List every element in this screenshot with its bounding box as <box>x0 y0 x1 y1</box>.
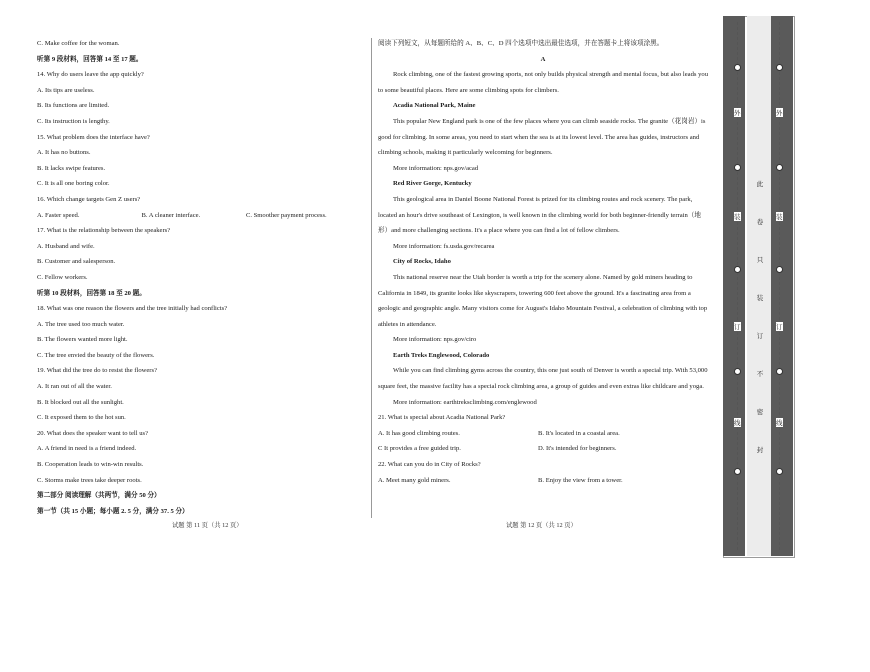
text-line: C. The tree envied the beauty of the flowers. <box>37 351 155 359</box>
text-line: B. Its functions are limited. <box>37 102 110 110</box>
binding-char: 此 <box>756 181 764 188</box>
binding-char: 不 <box>756 371 764 378</box>
text-line: A. It ran out of all the water. <box>37 383 112 391</box>
option-row <box>378 473 708 489</box>
text-line: A. A friend in need is a friend indeed. <box>37 445 137 453</box>
text-line: C. It is all one boring color. <box>37 180 110 188</box>
binding-hole-mark <box>734 368 741 375</box>
binding-char: 只 <box>756 257 764 264</box>
binding-char: 装 <box>734 214 741 221</box>
passage-paragraph: This popular New England park is one of the few places where you can climb seaside rocks. The granite（花岗岩）is good for climbing. In some areas, you need to start when the sea is at its lowest level. The area has guides, instructors and climbing schools, making it particularly welcoming for beginners. <box>378 117 706 157</box>
option-row <box>37 208 362 224</box>
binding-hole-mark <box>776 368 783 375</box>
text-line: 15. What problem does the interface have? <box>37 133 150 141</box>
column-divider <box>371 38 372 518</box>
spot-heading: Earth Treks Englewood, Colorado <box>393 351 490 359</box>
binding-char: 密 <box>756 409 764 416</box>
binding-bar-right <box>771 16 793 556</box>
text-line: A. The tree used too much water. <box>37 320 125 328</box>
option-row <box>378 426 708 442</box>
binding-char: 装 <box>776 214 783 221</box>
text-line: 14. Why do users leave the app quickly? <box>37 71 144 79</box>
text-line: 20. What does the speaker want to tell us? <box>37 429 149 437</box>
binding-char: 卷 <box>756 219 764 226</box>
passage-paragraph: Rock climbing, one of the fastest growing sports, not only builds physical strength and mental focus, but also leads you to some beautiful places. Here are some climbing spots for climbers. <box>378 71 708 94</box>
answer-option: B. Enjoy the view from a tower. <box>538 476 623 484</box>
text-line: C. Fellow workers. <box>37 273 88 281</box>
page-footer-left: 试题 第 11 页（共 12 页） <box>172 522 243 529</box>
text-line: B. The flowers wanted more light. <box>37 336 128 344</box>
text-line: 17. What is the relationship between the speakers? <box>37 227 171 235</box>
passage-label: A <box>540 55 546 63</box>
answer-option: B. It's located in a coastal area. <box>538 429 620 437</box>
right-column <box>378 36 708 488</box>
section-heading: 第一节（共 15 小题；每小题 2. 5 分，满分 37. 5 分） <box>37 507 189 515</box>
text-line: A. Husband and wife. <box>37 242 95 250</box>
text-line: 21. What is special about Acadia National Park? <box>378 414 506 422</box>
binding-hole-mark <box>734 468 741 475</box>
text-line: 16. Which change targets Gen Z users? <box>37 195 141 203</box>
binding-char: 订 <box>776 324 783 331</box>
info-link-text: More information: nps.gov/ciro <box>393 336 477 344</box>
text-line: C. Its instruction is lengthy. <box>37 117 110 125</box>
answer-option: C. Smoother payment process. <box>245 211 327 219</box>
spot-heading: Acadia National Park, Maine <box>393 102 476 110</box>
spot-heading: City of Rocks, Idaho <box>393 258 451 266</box>
binding-hole-mark <box>734 266 741 273</box>
answer-option: A. Faster speed. <box>37 211 80 219</box>
binding-hole-mark <box>734 64 741 71</box>
text-line: 22. What can you do in City of Rocks? <box>378 461 481 469</box>
binding-hole-mark <box>776 468 783 475</box>
binding-margin <box>723 16 795 558</box>
info-link-text: More information: nps.gov/acad <box>393 164 479 172</box>
page-footer-right: 试题 第 12 页（共 12 页） <box>506 522 577 529</box>
info-link-text: More information: fs.usda.gov/recarea <box>393 242 495 250</box>
answer-option: A. Meet many gold miners. <box>378 476 451 484</box>
passage-paragraph: This national reserve near the Utah border is worth a trip for the scenery alone. Named by gold miners heading to California in 1849, its granite looks like skyscrapers, towering 600 feet above the ground. It's a fascinating area from a geologic and geographic angle. Many visitors come for August's Idaho Mountain Festival, a celebration of climbing with top athletes in attendance. <box>378 273 708 328</box>
text-line: C. Make coffee for the woman. <box>37 40 120 47</box>
binding-char: 订 <box>756 333 764 340</box>
binding-char: 外 <box>776 110 783 117</box>
text-line: 19. What did the tree do to resist the flowers? <box>37 367 157 375</box>
binding-char: 订 <box>734 324 741 331</box>
text-line: C. Storms make trees take deeper roots. <box>37 476 142 484</box>
left-column <box>37 36 362 519</box>
text-line: B. Customer and salesperson. <box>37 258 116 266</box>
passage-paragraph: While you can find climbing gyms across the country, this one just south of Denver is worth a special trip. With 53,000 square feet, the massive facility has a special rock climbing area, a group of guides and even extras like childcare and yoga. <box>378 367 708 391</box>
binding-hole-mark <box>776 64 783 71</box>
answer-option: C It provides a free guided trip. <box>378 445 461 453</box>
section-heading: 听第 9 段材料，回答第 14 至 17 题。 <box>37 55 143 63</box>
text-line: B. Cooperation leads to win-win results. <box>37 461 144 469</box>
binding-hole-mark <box>734 164 741 171</box>
text-line: A. Its tips are useless. <box>37 86 95 94</box>
binding-char: 封 <box>756 447 764 454</box>
binding-hole-mark <box>776 266 783 273</box>
text-line: B. It blocked out all the sunlight. <box>37 398 124 406</box>
passage-paragraph: This geological area in Daniel Boone National Forest is prized for its climbing routes and rock scenery. The park, located an hour's drive southeast of Lexington, is well known in the climbing world for both beginner-friendly terrain（地形）and more challenging sections. It's a place where you can find a lot of fellow climbers. <box>378 195 701 235</box>
info-link-text: More information: earthtreksclimbing.com/englewood <box>393 398 537 406</box>
answer-option: A. It has good climbing routes. <box>378 429 460 437</box>
text-line: A. It has no buttons. <box>37 149 91 157</box>
text-line: B. It lacks swipe features. <box>37 164 106 172</box>
text-line: 阅读下列短文，从每题所给的 A、B、C、D 四个选项中选出最佳选项，并在答题卡上将该项涂黑。 <box>378 40 664 47</box>
text-line: C. It exposed them to the hot sun. <box>37 414 126 422</box>
binding-char: 外 <box>734 110 741 117</box>
text-line: 18. What was one reason the flowers and the tree initially had conflicts? <box>37 305 228 313</box>
binding-bar-left <box>723 16 745 556</box>
binding-char: 线 <box>734 420 741 427</box>
section-heading: 第二部分 阅读理解（共两节，满分 50 分） <box>37 492 161 500</box>
binding-inner-text <box>751 166 769 470</box>
answer-option: D. It's intended for beginners. <box>538 445 617 453</box>
binding-hole-mark <box>776 164 783 171</box>
answer-option: B. A cleaner interface. <box>141 211 201 219</box>
binding-char: 装 <box>756 295 764 302</box>
section-heading: 听第 10 段材料，回答第 18 至 20 题。 <box>37 289 146 297</box>
binding-char: 线 <box>776 420 783 427</box>
option-row <box>378 441 708 457</box>
spot-heading: Red River Gorge, Kentucky <box>393 180 472 188</box>
